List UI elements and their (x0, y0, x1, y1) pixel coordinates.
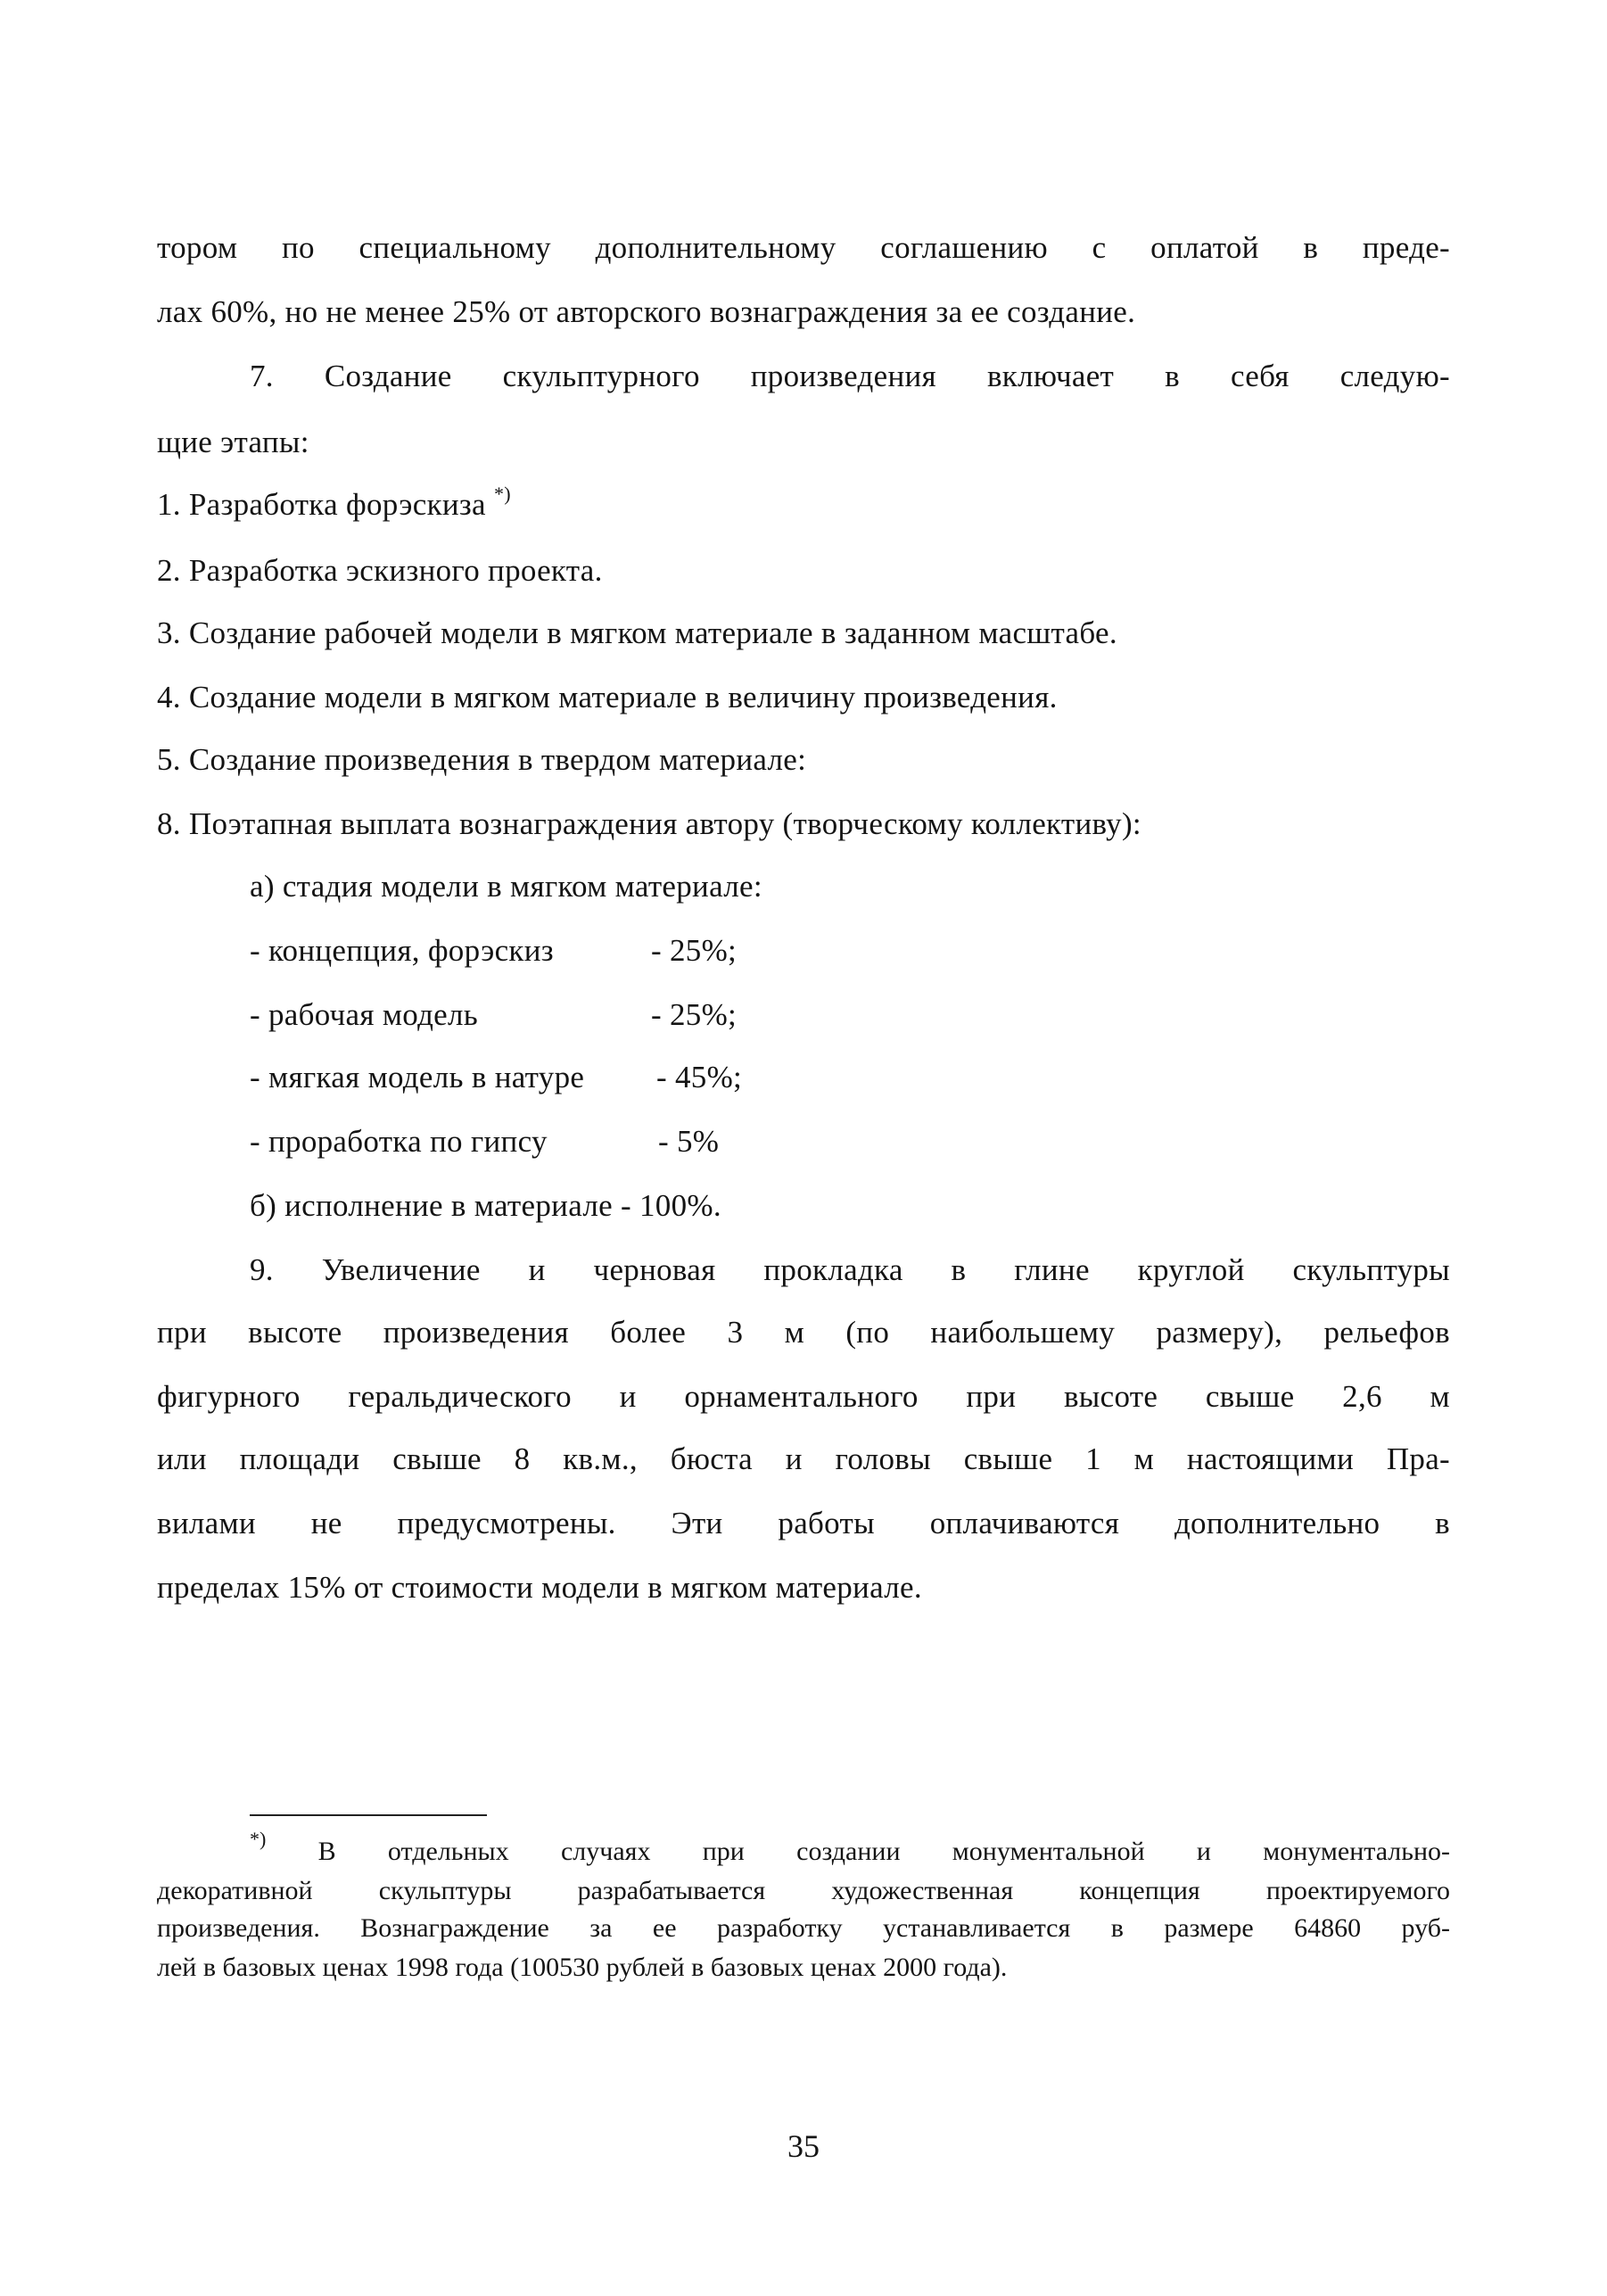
footnote-line-4: лей в базовых ценах 1998 года (100530 рублей в базовых ценах 2000 года). (157, 1953, 1008, 1982)
paragraph-6-line-2: лах 60%, но не менее 25% от авторского вознаграждения за ее создание. (157, 294, 1136, 329)
payment-row-4 (250, 1122, 720, 1161)
payment-label: - проработка по гипсу (250, 1124, 548, 1159)
payment-value: - 25%; (651, 997, 738, 1032)
stage-item-1-text: 1. Разработка форэскиза (157, 487, 486, 522)
footnote-mark: *) (250, 1828, 267, 1850)
page-number: 35 (787, 2128, 820, 2164)
payment-row-2 (250, 995, 738, 1035)
payment-value: - 45%; (656, 1060, 743, 1094)
payment-row-1 (250, 931, 738, 970)
footnote-line-3: произведения. Вознаграждение за ее разработку устанавливается в размере 64860 руб- (157, 1913, 1450, 1943)
paragraph-6-line-1: тором по специальному дополнительному соглашению с оплатой в преде- (157, 230, 1450, 265)
payment-label: - мягкая модель в натуре (250, 1060, 585, 1094)
paragraph-9-line-5: вилами не предусмотрены. Эти работы оплачиваются дополнительно в (157, 1506, 1450, 1540)
paragraph-9-line-4: или площади свыше 8 кв.м., бюста и головы свыше 1 м настоящими Пра- (157, 1441, 1450, 1476)
paragraph-8-sub-b: б) исполнение в материале - 100%. (250, 1188, 721, 1223)
stage-item-5: 5. Создание произведения в твердом материале: (157, 742, 807, 777)
stage-item-4: 4. Создание модели в мягком материале в величину произведения. (157, 680, 1058, 714)
payment-label: - рабочая модель (250, 997, 479, 1032)
footnote-line-2: декоративной скульптуры разрабатывается художественная концепция проектируемого (157, 1876, 1450, 1905)
payment-label: - концепция, форэскиз (250, 933, 554, 968)
paragraph-8-heading: 8. Поэтапная выплата вознаграждения автору (творческому коллективу): (157, 806, 1141, 841)
paragraph-9-line-6: пределах 15% от стоимости модели в мягком материале. (157, 1570, 922, 1605)
paragraph-9-line-1: 9. Увеличение и черновая прокладка в глине круглой скульптуры (250, 1252, 1450, 1287)
paragraph-7-line-1: 7. Создание скульптурного произведения включает в себя следую- (250, 359, 1450, 393)
payment-row-3 (250, 1058, 743, 1097)
payment-value: - 25%; (651, 933, 738, 968)
paragraph-8-sub-a: а) стадия модели в мягком материале: (250, 869, 762, 904)
stage-item-3: 3. Создание рабочей модели в мягком материале в заданном масштабе. (157, 615, 1117, 650)
payment-value: - 5% (658, 1124, 720, 1159)
footnote-line-1-text: В отдельных случаях при создании монументальной и монументально- (317, 1837, 1451, 1866)
footnote-separator (250, 1814, 487, 1816)
paragraph-7-line-2: щие этапы: (157, 425, 309, 459)
paragraph-9-line-2: при высоте произведения более 3 м (по наибольшему размеру), рельефов (157, 1315, 1450, 1350)
stage-item-1 (157, 485, 511, 524)
paragraph-9-line-3: фигурного геральдического и орнаментального при высоте свыше 2,6 м (157, 1379, 1450, 1414)
footnote-reference: *) (493, 483, 511, 505)
footnote-line-1 (250, 1828, 1451, 1868)
stage-item-2: 2. Разработка эскизного проекта. (157, 553, 603, 588)
